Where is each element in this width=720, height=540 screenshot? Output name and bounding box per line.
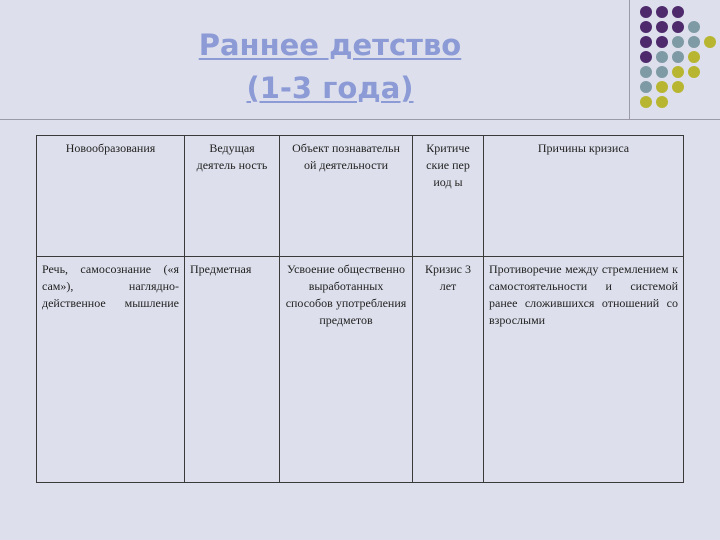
decor-dot — [656, 81, 668, 93]
decor-dot — [672, 36, 684, 48]
decor-dot — [640, 36, 652, 48]
decor-dot — [640, 96, 652, 108]
title-line-2: (1-3 года) — [246, 71, 414, 105]
decor-dot — [640, 81, 652, 93]
decor-dot — [656, 21, 668, 33]
decor-dot — [656, 51, 668, 63]
decor-dot — [688, 66, 700, 78]
table-row — [37, 257, 684, 483]
decor-dot — [656, 66, 668, 78]
decor-dot — [672, 21, 684, 33]
cell-crisis-causes: Противоречие между стремлением к самостоятельности и системой ранее сложившихся отношений со взрослыми — [484, 257, 684, 483]
cell-cognitive-object: Усвоение общественно выработанных способов употребления предметов — [280, 257, 413, 483]
header-cognitive-object: Объект познавательн ой деятельности — [280, 136, 413, 257]
title-line-1: Раннее детство — [198, 28, 462, 62]
decor-dot — [640, 66, 652, 78]
decor-dot — [640, 6, 652, 18]
decor-vertical-rule — [629, 0, 630, 120]
decor-dot — [640, 51, 652, 63]
decor-dot — [688, 51, 700, 63]
decor-dot — [688, 21, 700, 33]
decor-dot — [672, 51, 684, 63]
age-period-table — [36, 135, 684, 483]
slide-title — [150, 24, 510, 110]
decor-dot — [640, 21, 652, 33]
decor-dot — [656, 6, 668, 18]
cell-leading-activity: Предметная — [185, 257, 280, 483]
decor-dot-grid — [638, 6, 720, 106]
decor-dot — [672, 6, 684, 18]
decor-dot — [656, 36, 668, 48]
header-neoformations: Новообразования — [37, 136, 185, 257]
decor-dot — [704, 36, 716, 48]
header-crisis-causes: Причины кризиса — [484, 136, 684, 257]
decor-horizontal-rule — [0, 119, 720, 120]
decor-dot — [672, 66, 684, 78]
cell-critical-period: Кризис 3 лет — [413, 257, 484, 483]
decor-dot — [688, 36, 700, 48]
header-leading-activity: Ведущая деятель ность — [185, 136, 280, 257]
cell-neoformations: Речь, самосознание («я сам»), наглядно-действенное мышление — [37, 257, 185, 483]
decor-dot — [672, 81, 684, 93]
decor-dot — [656, 96, 668, 108]
header-critical-period: Критиче ские пер иод ы — [413, 136, 484, 257]
table-header-row — [37, 136, 684, 257]
